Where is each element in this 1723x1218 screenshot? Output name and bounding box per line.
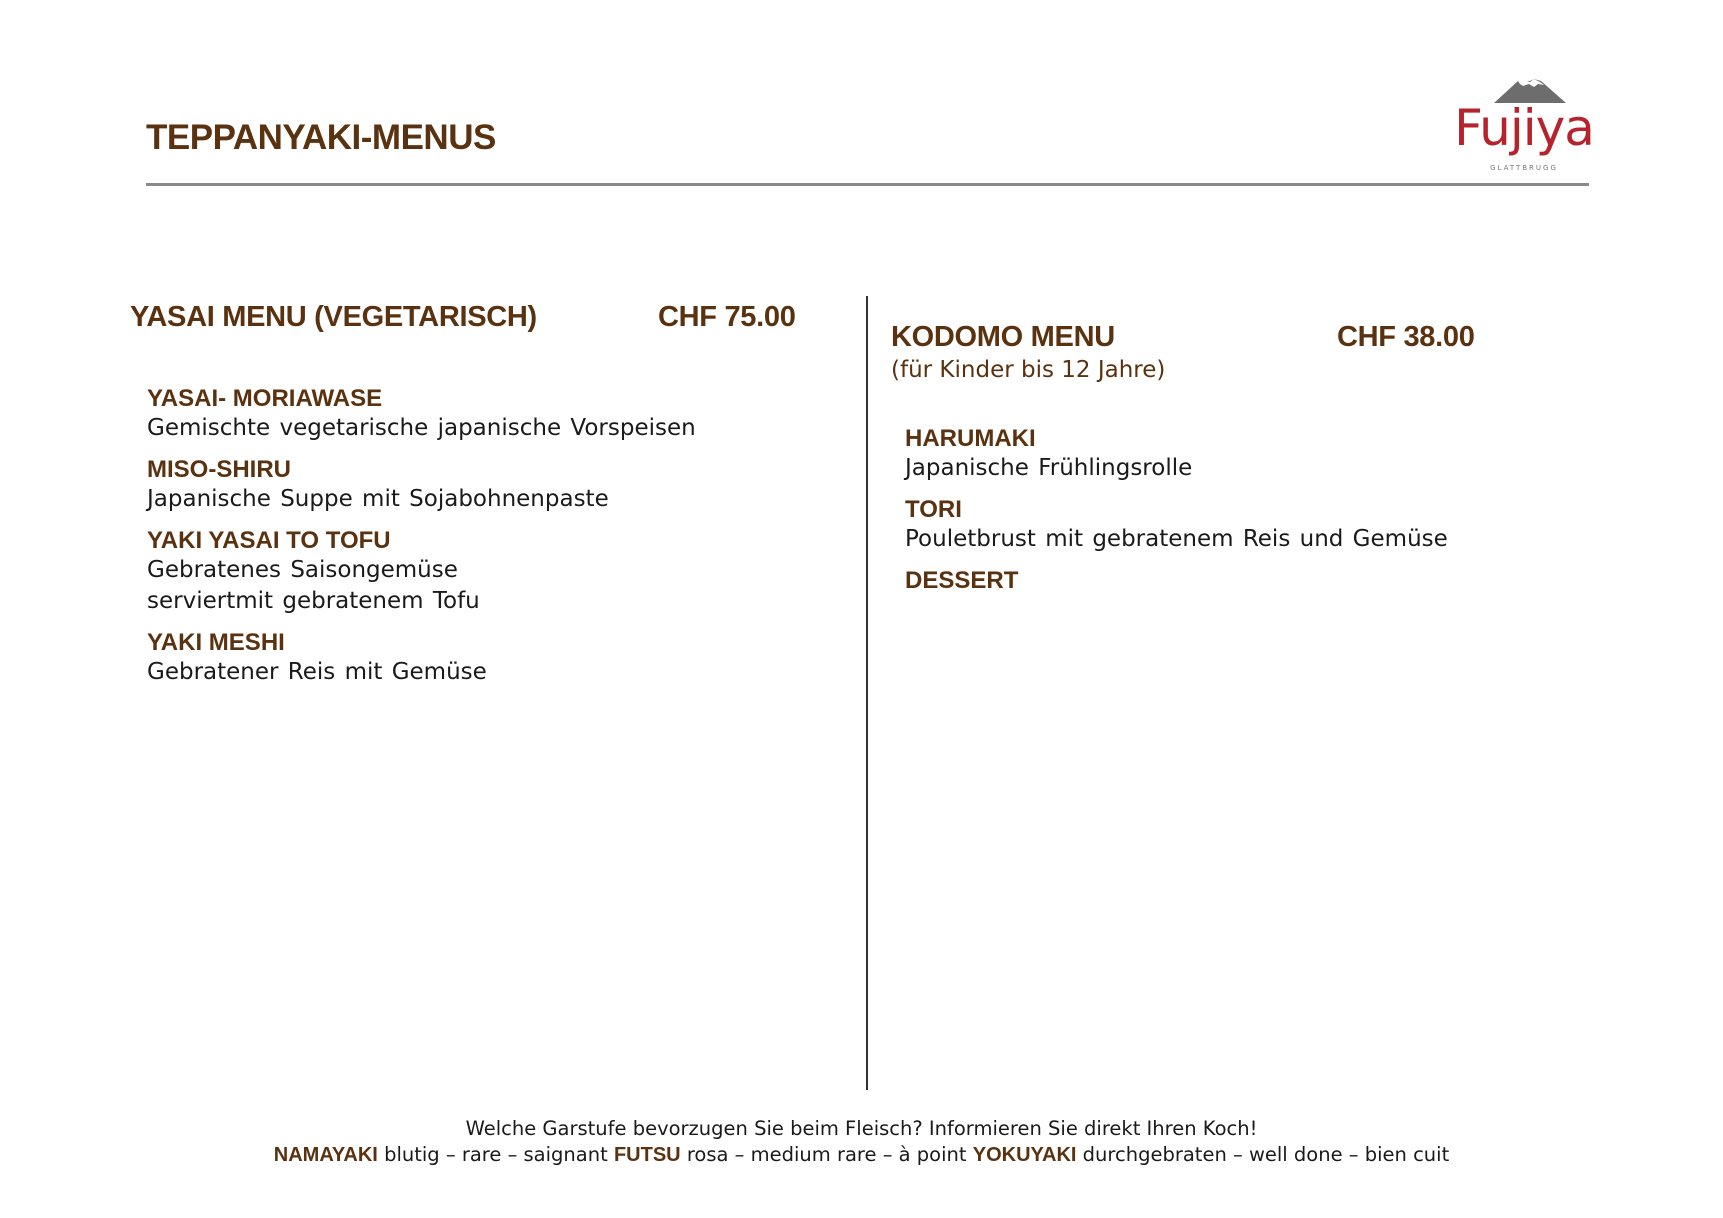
doneness-term: YOKUYAKI	[972, 1144, 1077, 1166]
menu-item	[147, 455, 696, 515]
yasai-menu-items	[147, 384, 696, 699]
menu-item-description: Gebratenes Saisongemüse	[147, 557, 458, 583]
doneness-text: rosa – medium rare – à point	[686, 1143, 967, 1166]
doneness-text: blutig – rare – saignant	[384, 1143, 608, 1166]
kodomo-menu-price: CHF 38.00	[1337, 321, 1475, 353]
menu-item-name: YAKI MESHI	[147, 629, 285, 656]
kodomo-menu-title: KODOMO MENU	[891, 321, 1115, 353]
kodomo-menu-items	[905, 424, 1448, 606]
menu-item	[905, 495, 1448, 555]
doneness-question: Welche Garstufe bevorzugen Sie beim Fleisch? Informieren Sie direkt Ihren Koch!	[465, 1117, 1258, 1140]
menu-item-name: HARUMAKI	[905, 425, 1036, 452]
menu-item	[147, 384, 696, 444]
kodomo-menu-note: (für Kinder bis 12 Jahre)	[891, 357, 1166, 383]
page-title: TEPPANYAKI-MENUS	[146, 118, 496, 157]
menu-item-description: Gemischte vegetarische japanische Vorspeisen	[147, 415, 696, 441]
yasai-menu-title: YASAI MENU (VEGETARISCH)	[130, 301, 537, 333]
yasai-menu-price: CHF 75.00	[658, 301, 796, 333]
menu-item	[147, 628, 696, 688]
menu-item	[147, 526, 696, 617]
menu-item-name: DESSERT	[905, 567, 1019, 594]
menu-item-description: serviertmit gebratenem Tofu	[147, 588, 480, 614]
doneness-term: FUTSU	[613, 1144, 681, 1166]
menu-item-name: YASAI- MORIAWASE	[147, 385, 383, 412]
footer	[0, 1116, 1723, 1168]
logo-subtitle: GLATTBRUGG	[1490, 164, 1558, 172]
doneness-text: durchgebraten – well done – bien cuit	[1082, 1143, 1450, 1166]
header-divider	[146, 183, 1589, 186]
menu-item	[905, 566, 1448, 595]
menu-item	[905, 424, 1448, 484]
menu-item-description: Japanische Suppe mit Sojabohnenpaste	[147, 486, 609, 512]
doneness-levels	[0, 1142, 1723, 1168]
doneness-term: NAMAYAKI	[273, 1144, 378, 1166]
column-divider	[866, 296, 868, 1090]
menu-item-description: Gebratener Reis mit Gemüse	[147, 659, 487, 685]
menu-item-description: Japanische Frühlingsrolle	[905, 455, 1193, 481]
menu-item-name: TORI	[905, 496, 962, 523]
menu-item-name: YAKI YASAI TO TOFU	[147, 527, 391, 554]
menu-item-name: MISO-SHIRU	[147, 456, 291, 483]
fujiya-logo	[1450, 78, 1598, 178]
menu-item-description: Pouletbrust mit gebratenem Reis und Gemüse	[905, 526, 1448, 552]
logo-wordmark: Fujiya	[1454, 99, 1594, 157]
